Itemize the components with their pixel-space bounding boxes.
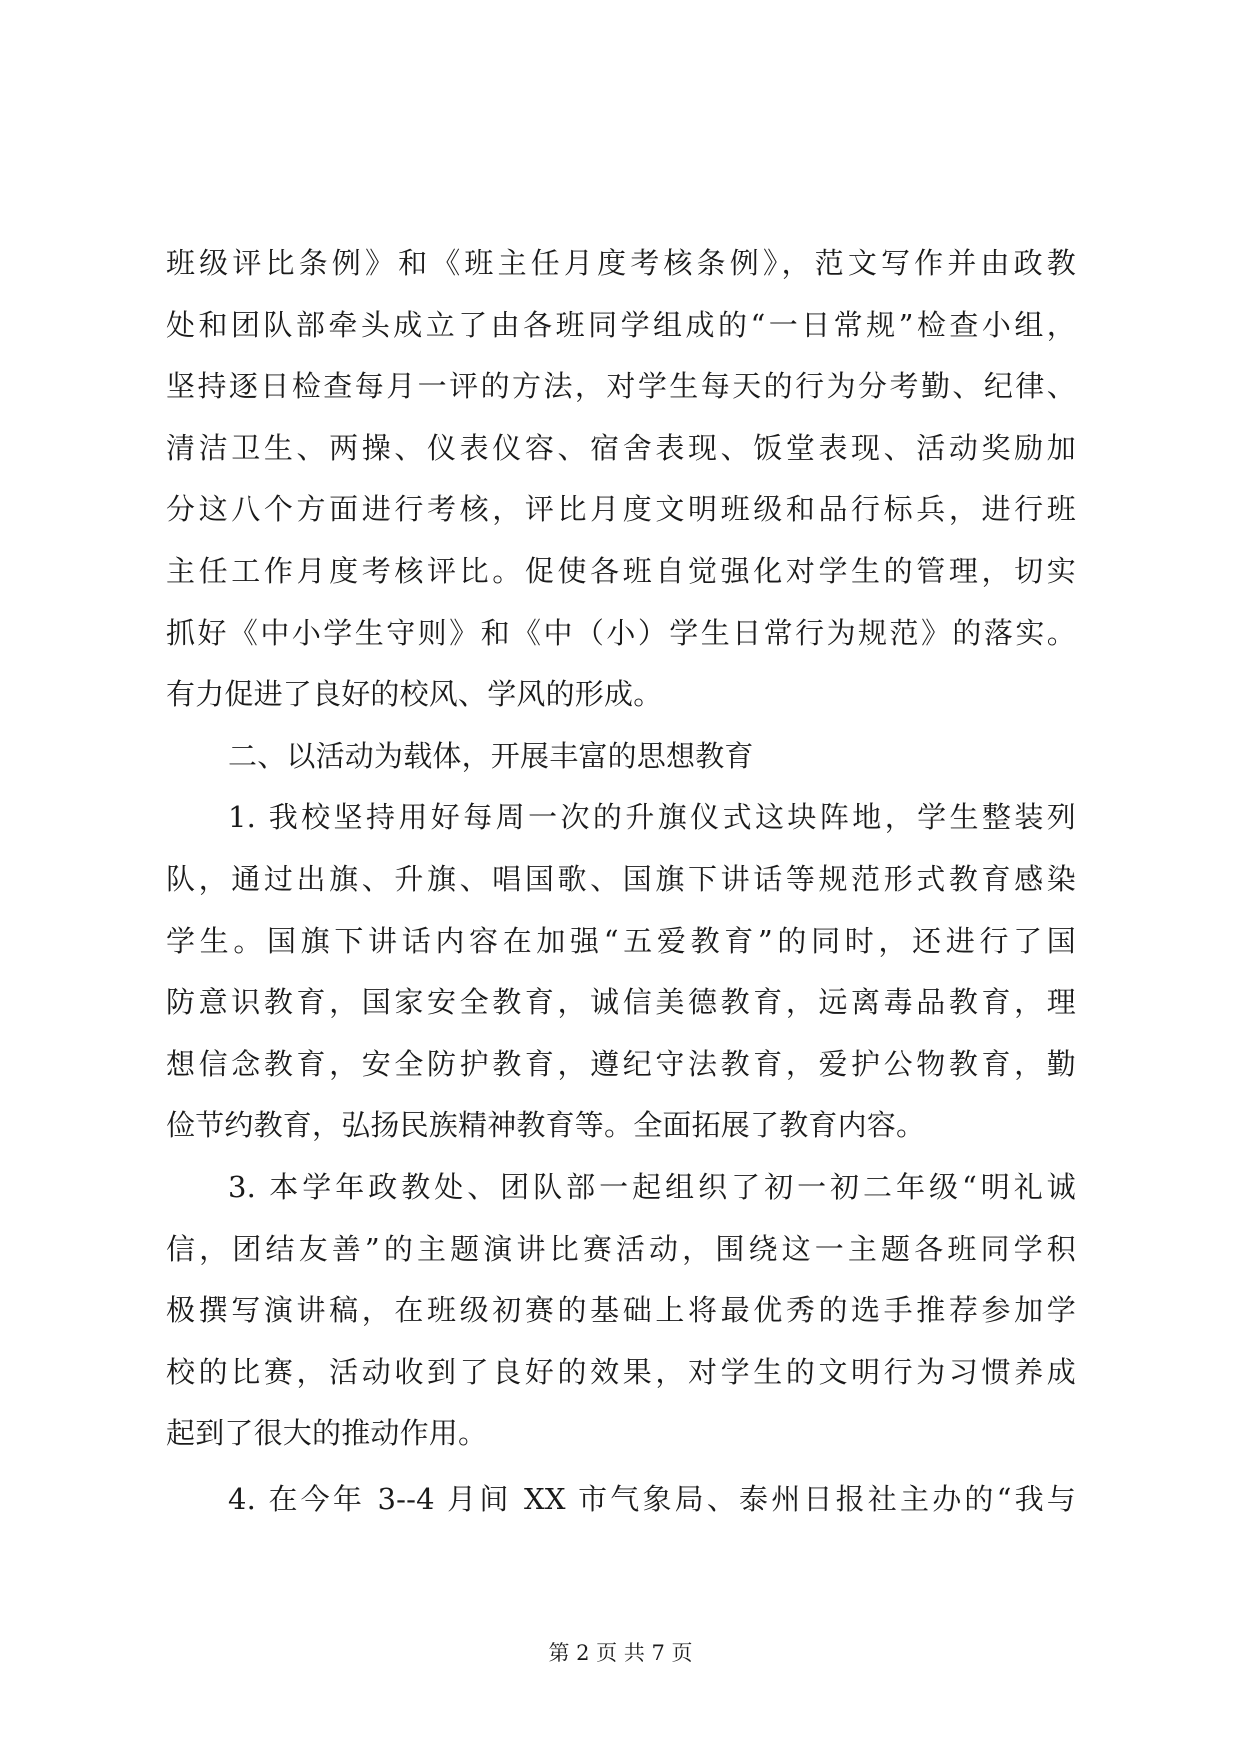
- text-line: 清洁卫生、两操、仪表仪容、宿舍表现、饭堂表现、活动奖励加: [166, 430, 1076, 465]
- text-line: 学生。国旗下讲话内容在加强“五爱教育”的同时，还进行了国: [166, 923, 1076, 958]
- text-line: 3. 本学年政教处、团队部一起组织了初一初二年级“明礼诚: [228, 1169, 1076, 1204]
- text-line: 起到了很大的推动作用。: [166, 1416, 488, 1451]
- text-line: 校的比赛，活动收到了良好的效果，对学生的文明行为习惯养成: [166, 1354, 1076, 1389]
- text-line: 队，通过出旗、升旗、唱国歌、国旗下讲话等规范形式教育感染: [166, 861, 1076, 896]
- text-line: 处和团队部牵头成立了由各班同学组成的“一日常规”检查小组，: [166, 307, 1076, 342]
- text-line: 俭节约教育，弘扬民族精神教育等。全面拓展了教育内容。: [166, 1108, 926, 1143]
- text-line: 防意识教育，国家安全教育，诚信美德教育，远离毒品教育，理: [166, 985, 1076, 1020]
- text-line: 坚持逐日检查每月一评的方法，对学生每天的行为分考勤、纪律、: [166, 369, 1076, 404]
- text-line: 主任工作月度考核评比。促使各班自觉强化对学生的管理，切实: [166, 553, 1076, 588]
- text-line: 抓好《中小学生守则》和《中（小）学生日常行为规范》的落实。: [166, 615, 1076, 650]
- text-line: 分这八个方面进行考核，评比月度文明班级和品行标兵，进行班: [166, 492, 1076, 527]
- text-line: 信，团结友善”的主题演讲比赛活动，围绕这一主题各班同学积: [166, 1231, 1076, 1266]
- text-line: 有力促进了良好的校风、学风的形成。: [166, 677, 663, 712]
- text-line: 极撰写演讲稿，在班级初赛的基础上将最优秀的选手推荐参加学: [166, 1293, 1076, 1328]
- page-number-footer: 第 2 页 共 7 页: [548, 1641, 693, 1665]
- section-heading: 二、以活动为载体，开展丰富的思想教育: [228, 738, 754, 773]
- text-line: 想信念教育，安全防护教育，遵纪守法教育，爱护公物教育，勤: [166, 1046, 1076, 1081]
- text-line: 班级评比条例》和《班主任月度考核条例》，范文写作并由政教: [166, 246, 1076, 280]
- document-body: [166, 233, 1076, 1530]
- text-line: 4. 在今年 3--4 月间 XX 市气象局、泰州日报社主办的“我与: [228, 1481, 1076, 1516]
- text-line: 1. 我校坚持用好每周一次的升旗仪式这块阵地，学生整装列: [228, 800, 1076, 835]
